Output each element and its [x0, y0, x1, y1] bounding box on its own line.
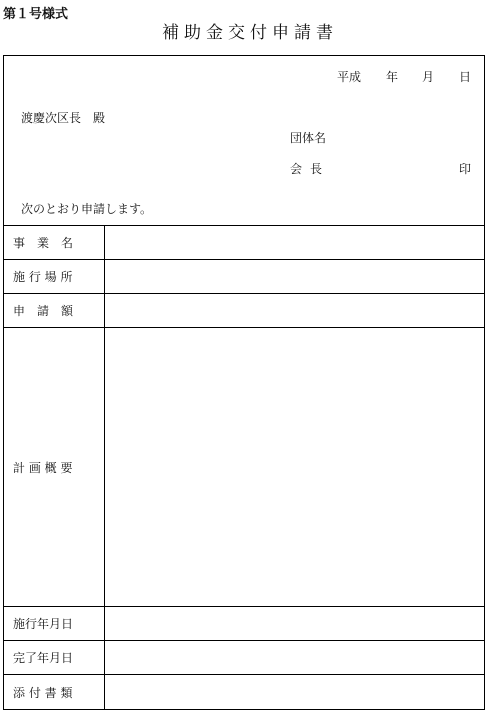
date-day: 日 — [459, 70, 472, 84]
row-label: 事 業 名 — [4, 226, 105, 259]
plan-summary-field[interactable] — [106, 328, 484, 606]
seal-mark: 印 — [459, 162, 472, 176]
completion-date-field[interactable] — [106, 641, 484, 674]
row-start-date — [4, 607, 484, 641]
row-label: 施行年月日 — [4, 607, 105, 640]
form-header-block — [4, 56, 484, 226]
application-statement: 次のとおり申請します。 — [21, 202, 153, 216]
row-attachments — [4, 675, 484, 709]
row-label: 添 付 書 類 — [4, 675, 105, 709]
date-line — [4, 68, 484, 84]
application-form — [3, 55, 485, 710]
location-field[interactable] — [106, 260, 484, 293]
row-amount — [4, 294, 484, 328]
addressee: 渡慶次区長 殿 — [21, 111, 106, 125]
form-number: 第１号様式 — [3, 7, 69, 22]
president-label: 会長 — [290, 162, 331, 176]
project-name-field[interactable] — [106, 226, 484, 259]
row-label: 施 行 場 所 — [4, 260, 105, 293]
date-era: 平成 — [337, 70, 362, 84]
row-label: 計 画 概 要 — [4, 328, 105, 606]
row-label: 完了年月日 — [4, 641, 105, 674]
amount-field[interactable] — [106, 294, 484, 327]
date-year: 年 — [386, 70, 399, 84]
row-location — [4, 260, 484, 294]
row-label: 申 請 額 — [4, 294, 105, 327]
document-title: 補助金交付申請書 — [162, 23, 338, 43]
date-month: 月 — [422, 70, 435, 84]
start-date-field[interactable] — [106, 607, 484, 640]
organization-label: 団体名 — [290, 131, 327, 145]
attachments-field[interactable] — [106, 675, 484, 709]
row-project-name — [4, 226, 484, 260]
row-completion-date — [4, 641, 484, 675]
row-plan-summary — [4, 328, 484, 607]
